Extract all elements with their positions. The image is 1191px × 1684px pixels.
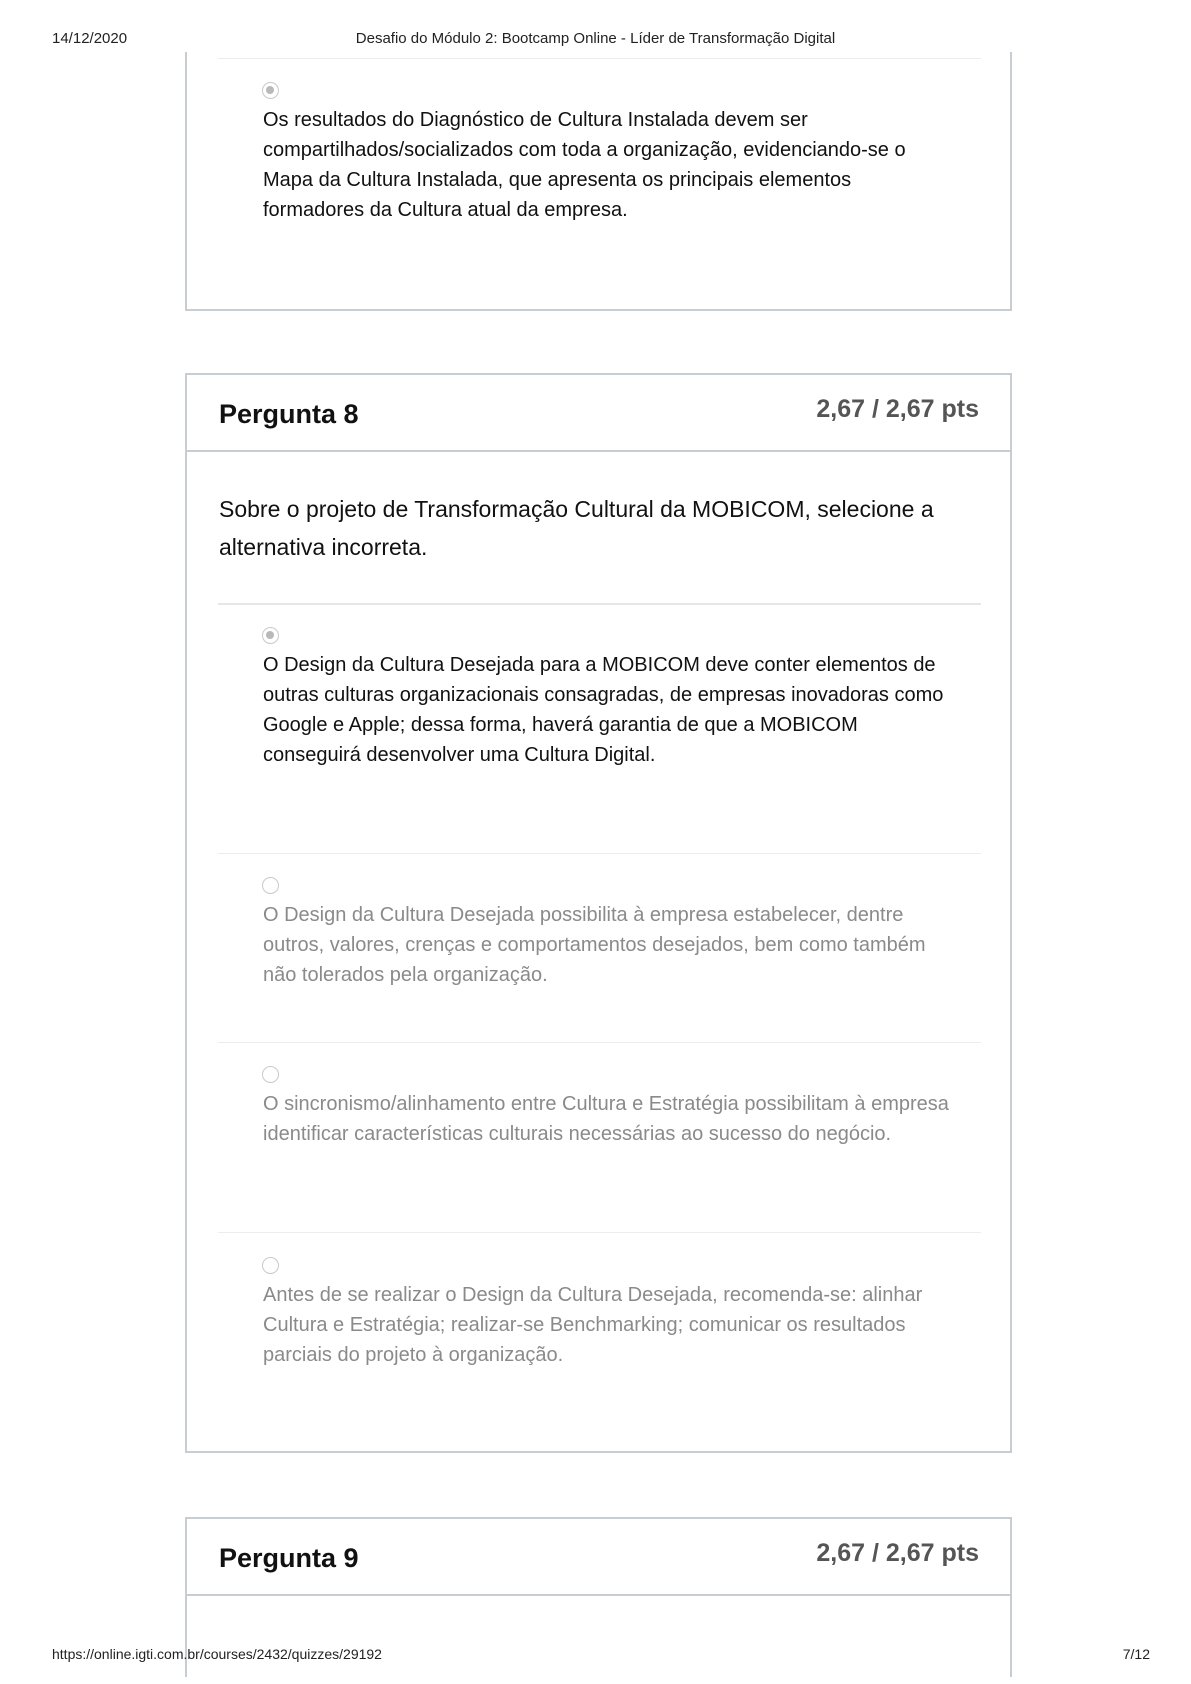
answer-separator [218, 1042, 981, 1043]
answer-separator [218, 58, 981, 59]
question-points: 2,67 / 2,67 pts [816, 395, 979, 423]
question-header [187, 1519, 1010, 1596]
question-card-previous [185, 52, 1012, 311]
answer-option-4[interactable] [263, 1257, 953, 1370]
print-date: 14/12/2020 [52, 30, 128, 47]
print-page-number: 7/12 [1122, 1646, 1150, 1662]
radio-empty-icon[interactable] [262, 877, 279, 894]
question-card-8 [185, 373, 1012, 1453]
answer-text: O Design da Cultura Desejada para a MOBICOM deve conter elementos de outras culturas organizacionais consagradas, de empresas inovadoras como Google e Apple; dessa forma, haverá garantia de que a MOBICOM conseguirá desenvolver uma Cultura Digital. [263, 654, 944, 766]
question-prompt: Sobre o projeto de Transformação Cultural da MOBICOM, selecione a alternativa incorreta. [219, 496, 934, 560]
print-page-title: Desafio do Módulo 2: Bootcamp Online - Líder de Transformação Digital [355, 30, 836, 47]
answer-separator [218, 853, 981, 854]
question-title: Pergunta 8 [219, 399, 359, 429]
answer-text: Antes de se realizar o Design da Cultura Desejada, recomenda-se: alinhar Cultura e Estratégia; realizar-se Benchmarking; comunicar os resultados parciais do projeto à organização. [263, 1284, 923, 1366]
answer-option-2[interactable] [263, 877, 953, 990]
answer-text: Os resultados do Diagnóstico de Cultura Instalada devem ser compartilhados/socializados com toda a organização, evidenciando-se o Mapa da Cultura Instalada, que apresenta os principais elementos formadores da Cultura atual da empresa. [263, 109, 906, 221]
radio-selected-icon[interactable] [262, 82, 279, 99]
question-title: Pergunta 9 [219, 1543, 359, 1573]
radio-selected-icon[interactable] [262, 627, 279, 644]
answer-option-3[interactable] [263, 1066, 953, 1149]
answer-option-1[interactable] [263, 627, 953, 770]
print-footer-url: https://online.igti.com.br/courses/2432/quizzes/29192 [52, 1646, 382, 1662]
radio-empty-icon[interactable] [262, 1066, 279, 1083]
answer-text: O sincronismo/alinhamento entre Cultura e Estratégia possibilitam à empresa identificar características culturais necessárias ao sucesso do negócio. [263, 1093, 949, 1145]
answer-option-selected[interactable] [263, 82, 953, 225]
question-header [187, 375, 1010, 452]
answer-separator [218, 603, 981, 605]
radio-empty-icon[interactable] [262, 1257, 279, 1274]
answer-text: O Design da Cultura Desejada possibilita à empresa estabelecer, dentre outros, valores, crenças e comportamentos desejados, bem como também não tolerados pela organização. [263, 904, 926, 986]
answer-separator [218, 1232, 981, 1233]
question-points: 2,67 / 2,67 pts [816, 1539, 979, 1567]
